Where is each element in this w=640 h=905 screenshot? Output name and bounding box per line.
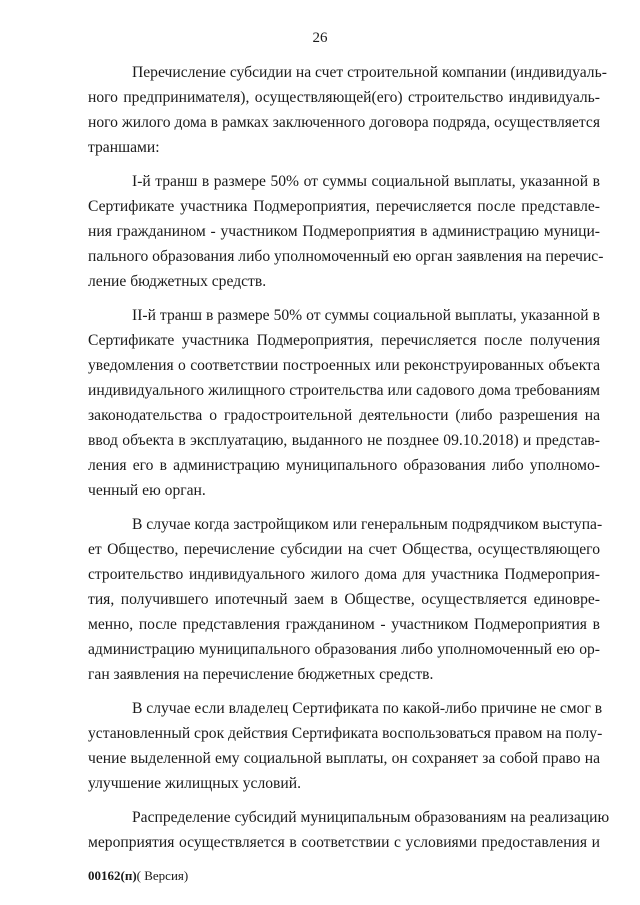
text-line: мероприятия осуществляется в соответствии с условиями предоставления и bbox=[88, 834, 600, 851]
text-line: тия, получившего ипотечный заем в Обществе, осуществляется единовре- bbox=[88, 591, 600, 608]
paragraph-tranche-2 bbox=[88, 303, 600, 503]
text-line: ния гражданином - участником Подмероприятия в администрацию муници- bbox=[88, 223, 600, 240]
text-line: строительство индивидуального жилого дома для участника Подмероприя- bbox=[88, 566, 600, 583]
text-line: улучшение жилищных условий. bbox=[88, 775, 301, 792]
document-code: 00162(п) bbox=[88, 868, 137, 883]
paragraph-tranche-1 bbox=[88, 169, 604, 294]
text-line: траншами: bbox=[88, 139, 160, 156]
text-line: Распределение субсидий муниципальным образованиям на реализацию bbox=[132, 809, 610, 826]
paragraph-certificate-unused bbox=[88, 696, 603, 796]
text-line: ет Общество, перечисление субсидии на счет Общества, осуществляющего bbox=[88, 541, 600, 558]
document-body bbox=[88, 60, 610, 864]
document-version: ( Версия) bbox=[136, 868, 189, 883]
page-number: 26 bbox=[312, 30, 328, 46]
text-line: индивидуального жилищного строительства или садового дома требованиям bbox=[88, 382, 600, 399]
text-line: ган заявления на перечисление бюджетных средств. bbox=[88, 666, 434, 683]
paragraph-company-developer bbox=[88, 512, 603, 687]
text-line: Перечисление субсидии на счет строительной компании (индивидуаль- bbox=[132, 64, 607, 81]
text-line: I-й транш в размере 50% от суммы социальной выплаты, указанной в bbox=[132, 173, 600, 190]
text-line: ления его в администрацию муниципального образования либо уполномо- bbox=[88, 457, 600, 474]
text-line: ввод объекта в эксплуатацию, выданного не позднее 09.10.2018) и представ- bbox=[88, 432, 600, 449]
document-footer bbox=[88, 868, 188, 884]
text-line: установленный срок действия Сертификата воспользоваться правом на полу- bbox=[88, 725, 603, 742]
paragraph-subsidy-distribution bbox=[88, 805, 610, 855]
text-line: ченный ею орган. bbox=[88, 482, 206, 499]
text-line: ление бюджетных средств. bbox=[88, 273, 267, 290]
text-line: администрацию муниципального образования либо уполномоченный ею ор- bbox=[88, 641, 600, 658]
text-line: ного жилого дома в рамках заключенного договора подряда, осуществляется bbox=[88, 114, 600, 131]
text-line: ного предпринимателя), осуществляющей(его) строительство индивидуаль- bbox=[88, 89, 600, 106]
text-line: Сертификате участника Подмероприятия, перечисляется после получения bbox=[88, 332, 600, 349]
paragraph-tranches-intro bbox=[88, 60, 607, 160]
text-line: уведомления о соответствии построенных или реконструированных объекта bbox=[88, 357, 600, 374]
text-line: законодательства о градостроительной деятельности (либо разрешения на bbox=[88, 407, 600, 424]
text-line: пального образования либо уполномоченный ею орган заявления на перечис- bbox=[88, 248, 604, 265]
text-line: В случае когда застройщиком или генеральным подрядчиком выступа- bbox=[132, 516, 603, 533]
text-line: Сертификате участника Подмероприятия, перечисляется после представле- bbox=[88, 198, 600, 215]
text-line: В случае если владелец Сертификата по какой-либо причине не смог в bbox=[132, 700, 603, 717]
text-line: менно, после представления гражданином - участником Подмероприятия в bbox=[88, 616, 600, 633]
text-line: II-й транш в размере 50% от суммы социальной выплаты, указанной в bbox=[132, 307, 600, 324]
text-line: чение выделенной ему социальной выплаты, он сохраняет за собой право на bbox=[88, 750, 600, 767]
